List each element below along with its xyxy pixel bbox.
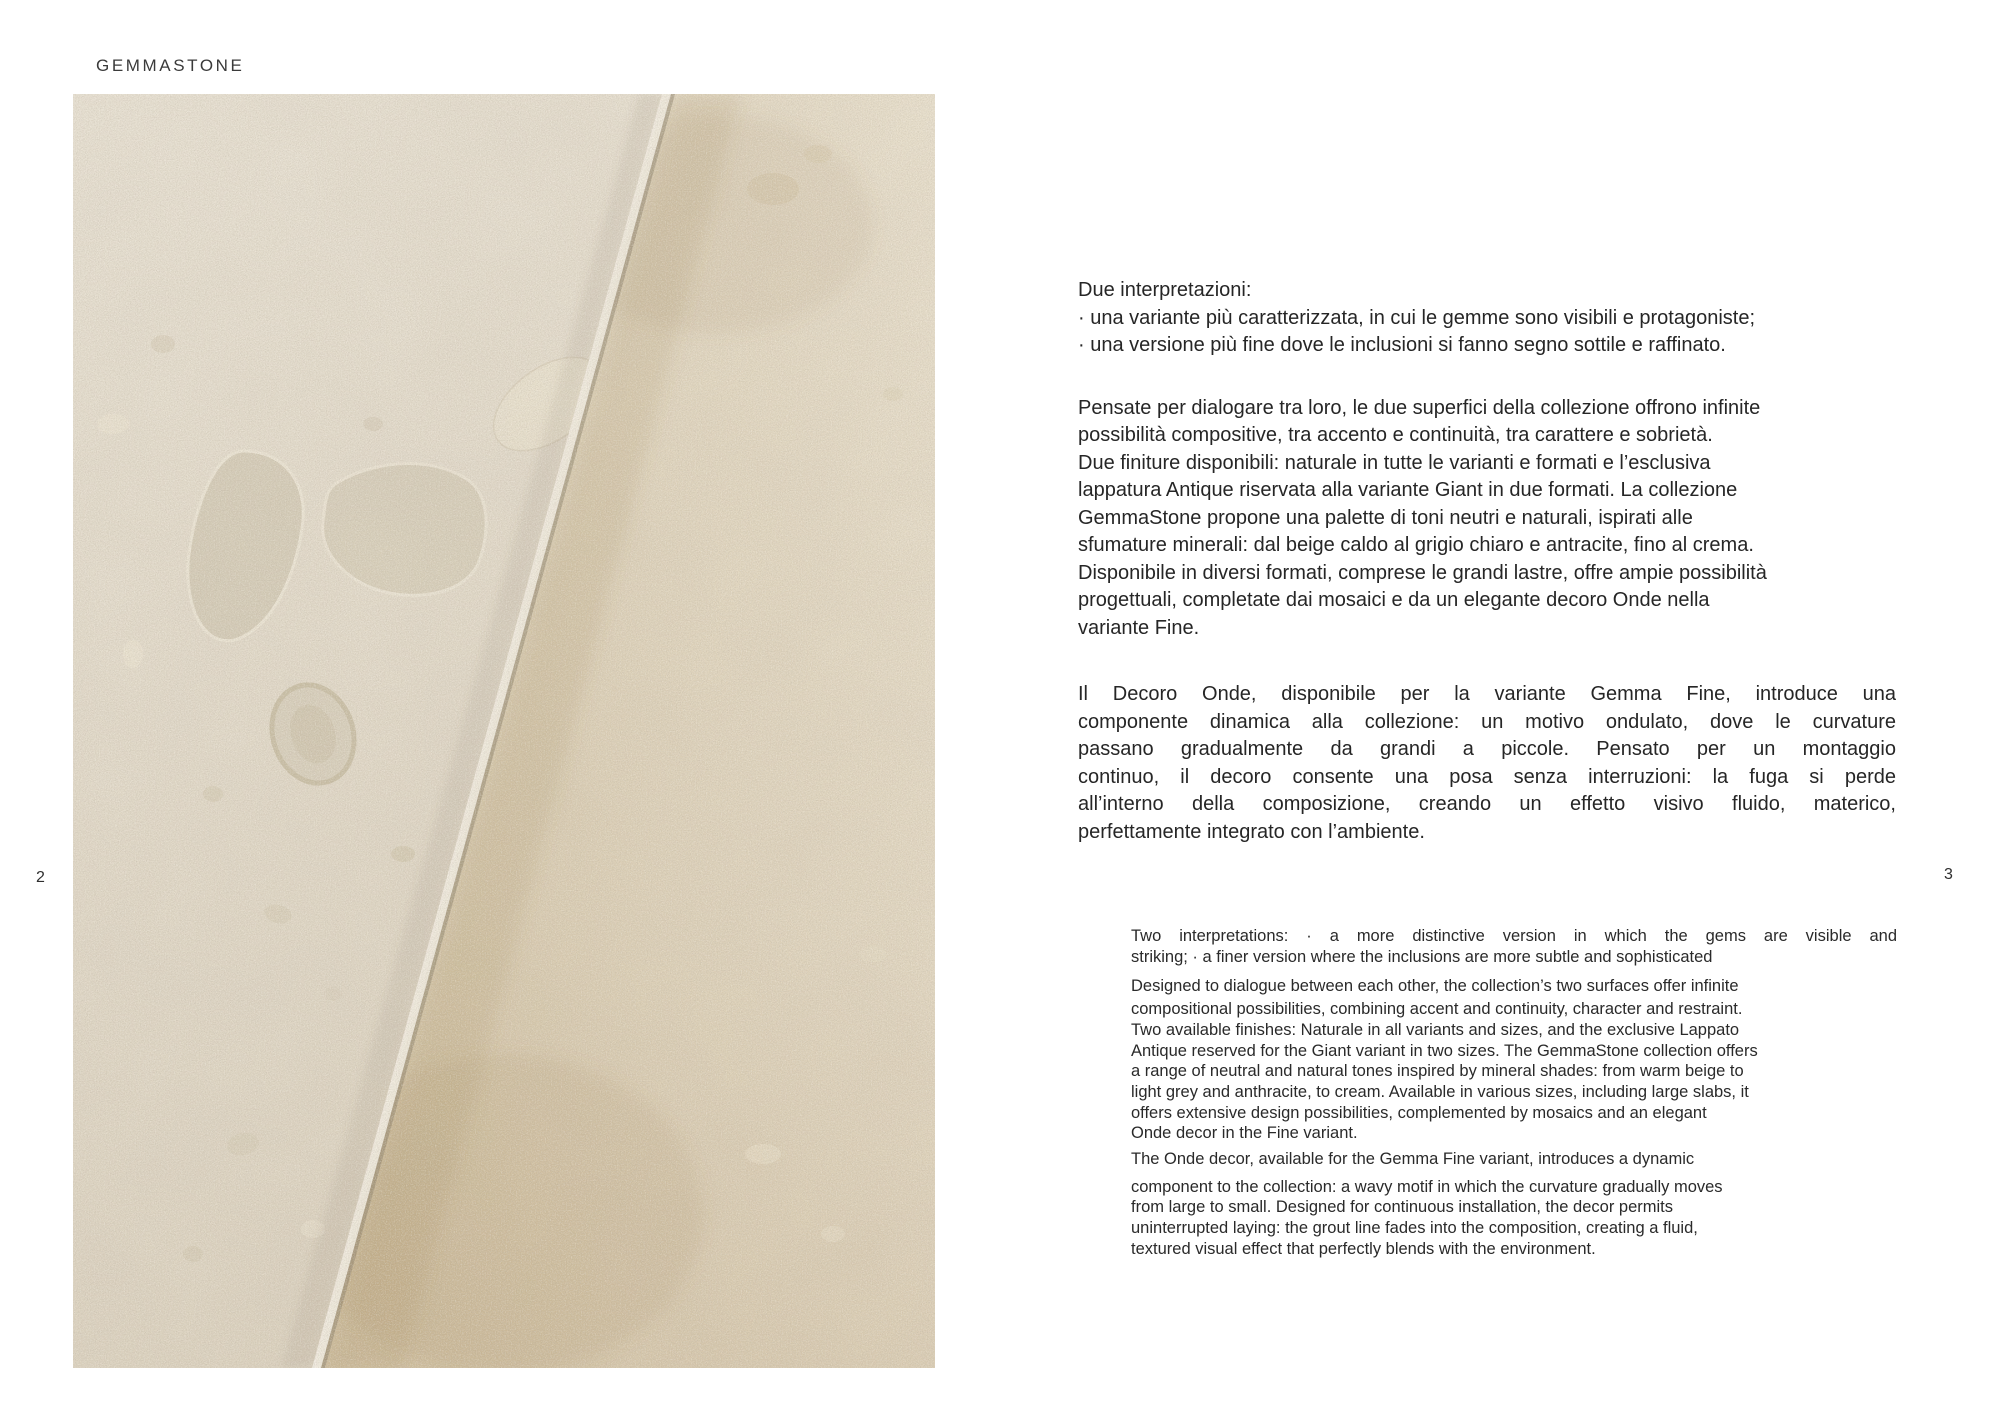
text-line: lappatura Antique riservata alla variante Giant in due formati. La collezione [1078,479,1738,501]
text-line: Due interpretazioni: [1078,279,1252,301]
text-line: progettuali, completate dai mosaici e da un elegante decoro Onde nella [1078,589,1710,611]
text-line: striking; · a finer version where the inclusions are more subtle and sophisticated [1131,947,1713,966]
italian-decoro-paragraph [1078,681,1896,846]
text-line: Two interpretations: · a more distinctive version in which the gems are visible and [1131,927,1897,945]
english-collection-paragraph [1131,999,1897,1144]
english-decor-lead: The Onde decor, available for the Gemma Fine variant, introduces a dynamic [1131,1150,1695,1169]
text-line: passano gradualmente da grandi a piccole. Pensato per un montaggio [1078,738,1896,760]
text-line: component to the collection: a wavy motif in which the curvature gradually moves [1131,1177,1723,1196]
text-line: Two available finishes: Naturale in all variants and sizes, and the exclusive Lappato [1131,1020,1740,1039]
text-line: a range of neutral and natural tones inspired by mineral shades: from warm beige to [1131,1062,1744,1081]
text-line: · una versione più fine dove le inclusioni si fanno segno sottile e raffinato. [1078,334,1726,356]
text-line: continuo, il decoro consente una posa senza interruzioni: la fuga si perde [1078,765,1896,788]
text-line: compositional possibilities, combining accent and continuity, character and restraint. [1131,1000,1743,1019]
text-line: all’interno della composizione, creando un effetto visivo fluido, materico, [1078,793,1896,815]
text-line: uninterrupted laying: the grout line fades into the composition, creating a fluid, [1131,1219,1698,1238]
text-line: variante Fine. [1078,616,1200,639]
italian-collection-paragraph [1078,395,1896,643]
text-line: Il Decoro Onde, disponibile per la variante Gemma Fine, introduce una [1078,683,1896,705]
brand-title: GEMMASTONE [96,56,245,75]
page-number-right: 3 [1944,866,1953,883]
text-line: light grey and anthracite, to cream. Available in various sizes, including large slabs, it [1131,1082,1749,1101]
english-collection-lead: Designed to dialogue between each other, the collection’s two surfaces offer infinite [1131,977,1739,996]
text-line: Pensate per dialogare tra loro, le due superfici della collezione offrono infinite [1078,396,1761,419]
text-line: Onde decor in the Fine variant. [1131,1124,1358,1143]
text-line: possibilità compositive, tra accento e continuità, tra carattere e sobrietà. [1078,424,1713,446]
italian-text-block [1078,277,1896,846]
text-line: GemmaStone propone una palette di toni neutri e naturali, ispirati alle [1078,506,1693,529]
english-text-block [1131,926,1897,1260]
text-line: perfettamente integrato con l’ambiente. [1078,820,1425,843]
text-line: sfumature minerali: dal beige caldo al grigio chiaro e antracite, fino al crema. [1078,534,1754,556]
text-line: from large to small. Designed for continuous installation, the decor permits [1131,1198,1674,1217]
text-line: Antique reserved for the Giant variant in two sizes. The GemmaStone collection offers [1131,1041,1758,1060]
text-line: componente dinamica alla collezione: un motivo ondulato, dove le curvature [1078,710,1896,733]
english-decor-paragraph [1131,1177,1897,1260]
italian-intro-paragraph [1078,277,1896,360]
text-line: offers extensive design possibilities, complemented by mosaics and an elegant [1131,1103,1707,1122]
text-line: textured visual effect that perfectly blends with the environment. [1131,1239,1596,1258]
english-intro-paragraph [1131,926,1897,967]
text-line: · una variante più caratterizzata, in cui le gemme sono visibili e protagoniste; [1078,306,1756,329]
text-line: Disponibile in diversi formati, comprese le grandi lastre, offre ampie possibilità [1078,561,1767,584]
text-line: Due finiture disponibili: naturale in tutte le varianti e formati e l’esclusiva [1078,451,1711,474]
page-number-left: 2 [36,869,45,886]
stone-slabs-graphic [73,94,935,1368]
stone-texture-image [73,94,935,1368]
